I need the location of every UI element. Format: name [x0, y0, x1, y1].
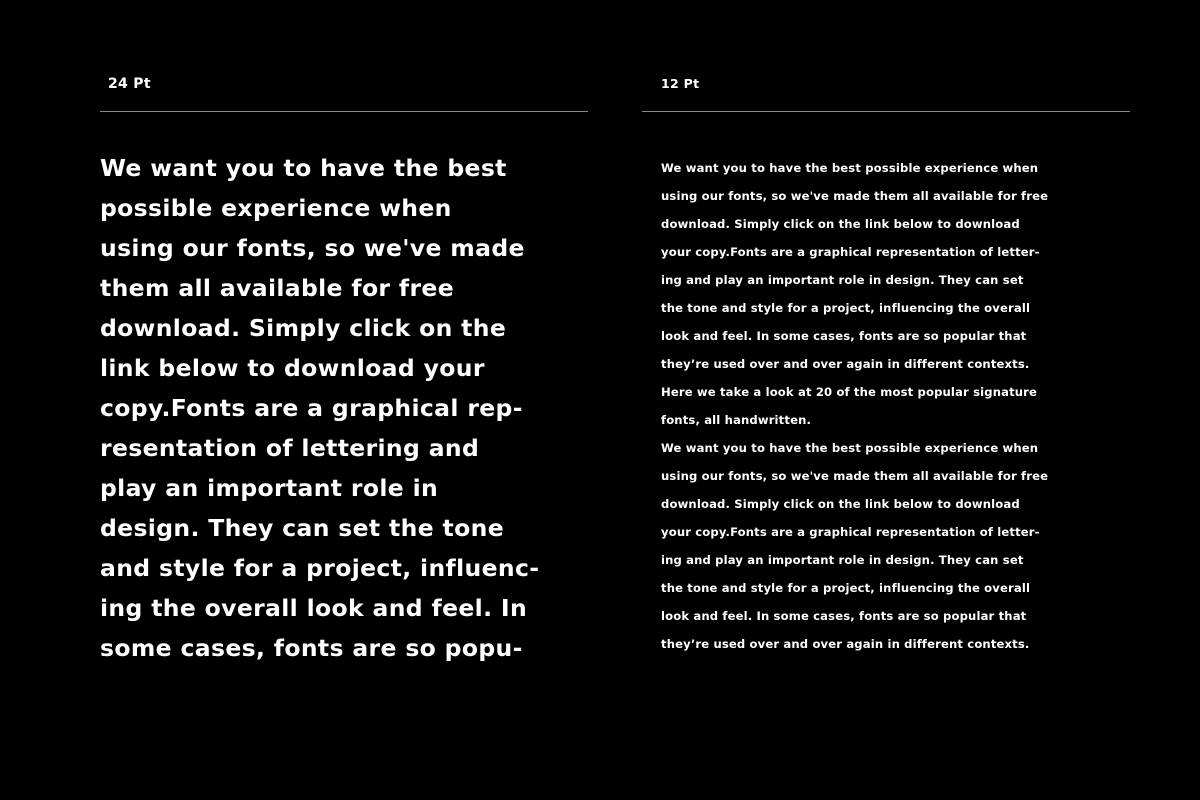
divider-right	[642, 111, 1130, 112]
text-line: the tone and style for a project, influencing the overall	[661, 581, 1031, 595]
sample-text-24pt	[100, 148, 539, 668]
text-line: the tone and style for a project, influencing the overall	[661, 301, 1031, 315]
text-line: possible experience when	[100, 194, 452, 222]
divider-left	[100, 111, 588, 112]
text-line: download. Simply click on the	[100, 314, 507, 342]
text-line: ing and play an important role in design. They can set	[661, 553, 1024, 567]
size-label-12pt: 12 Pt	[661, 76, 700, 91]
text-line: ing the overall look and feel. In	[100, 594, 528, 622]
text-line: Here we take a look at 20 of the most popular signature	[661, 385, 1038, 399]
text-line: they’re used over and over again in different contexts.	[661, 637, 1030, 651]
size-label-24pt: 24 Pt	[108, 76, 151, 92]
text-line: fonts, all handwritten.	[661, 413, 812, 427]
text-line: them all available for free	[100, 274, 454, 302]
text-line: download. Simply click on the link below to download	[661, 217, 1020, 231]
text-line: resentation of lettering and	[100, 434, 480, 462]
text-line: ing and play an important role in design. They can set	[661, 273, 1024, 287]
text-line: they’re used over and over again in different contexts.	[661, 357, 1030, 371]
text-line: your copy.Fonts are a graphical representation of letter-	[661, 525, 1040, 539]
sample-text-12pt	[661, 154, 1048, 658]
text-line: and style for a project, influenc-	[100, 554, 540, 582]
text-line: some cases, fonts are so popu-	[100, 634, 523, 662]
text-line: look and feel. In some cases, fonts are so popular that	[661, 609, 1027, 623]
text-line: your copy.Fonts are a graphical representation of letter-	[661, 245, 1040, 259]
text-line: design. They can set the tone	[100, 514, 504, 542]
text-line: We want you to have the best possible experience when	[661, 441, 1039, 455]
text-line: copy.Fonts are a graphical rep-	[100, 394, 523, 422]
text-line: download. Simply click on the link below to download	[661, 497, 1020, 511]
text-line: using our fonts, so we've made them all available for free	[661, 469, 1049, 483]
text-line: using our fonts, so we've made them all available for free	[661, 189, 1049, 203]
text-line: We want you to have the best	[100, 154, 507, 182]
text-line: link below to download your	[100, 354, 485, 382]
text-line: We want you to have the best possible experience when	[661, 161, 1039, 175]
text-line: play an important role in	[100, 474, 439, 502]
text-line: look and feel. In some cases, fonts are so popular that	[661, 329, 1027, 343]
text-line: using our fonts, so we've made	[100, 234, 525, 262]
